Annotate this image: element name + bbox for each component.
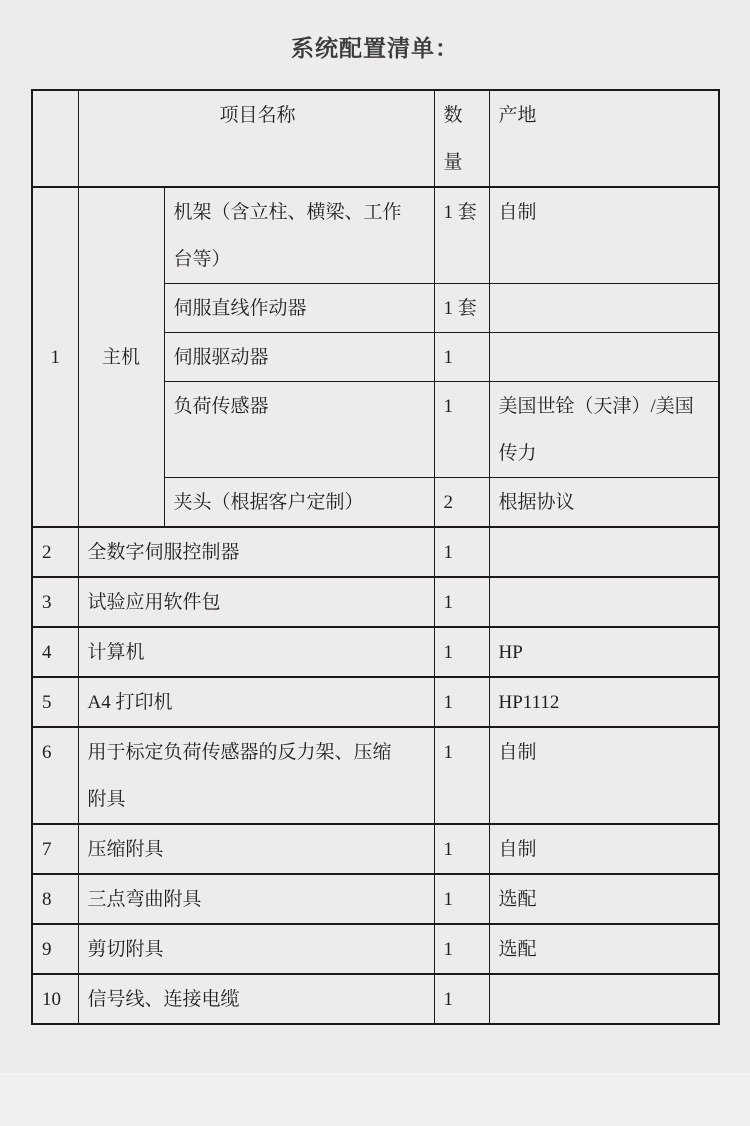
quantity-cell: 1 xyxy=(434,677,489,727)
table-row xyxy=(32,824,719,874)
row-index: 3 xyxy=(32,577,78,627)
quantity-cell: 1 xyxy=(434,824,489,874)
header-origin: 产地 xyxy=(489,90,719,187)
page-footer-band xyxy=(0,1073,750,1126)
table-row xyxy=(32,924,719,974)
quantity-cell: 1 套 xyxy=(434,284,489,333)
page-title: 系统配置清单： xyxy=(291,36,459,62)
header-item-name: 项目名称 xyxy=(78,90,434,187)
item-name-cell: 剪切附具 xyxy=(78,924,434,974)
quantity-cell: 1 套 xyxy=(434,187,489,284)
row-index: 10 xyxy=(32,974,78,1024)
item-name-cell: 计算机 xyxy=(78,627,434,677)
item-name-cell: 三点弯曲附具 xyxy=(78,874,434,924)
item-name-cell: 机架（含立柱、横梁、工作台等） xyxy=(164,187,434,284)
origin-cell: 自制 xyxy=(489,727,719,824)
quantity-cell: 2 xyxy=(434,478,489,528)
table-row xyxy=(32,677,719,727)
row-index: 7 xyxy=(32,824,78,874)
header-row xyxy=(32,90,719,187)
quantity-cell: 1 xyxy=(434,874,489,924)
quantity-cell: 1 xyxy=(434,727,489,824)
item-name-cell: 信号线、连接电缆 xyxy=(78,974,434,1024)
table-row xyxy=(32,874,719,924)
item-name-cell: 伺服直线作动器 xyxy=(164,284,434,333)
table-row xyxy=(32,577,719,627)
item-name-cell: 压缩附具 xyxy=(78,824,434,874)
item-name-cell: 负荷传感器 xyxy=(164,382,434,478)
origin-cell: 自制 xyxy=(489,824,719,874)
row-index: 9 xyxy=(32,924,78,974)
table-row xyxy=(32,187,719,284)
origin-cell xyxy=(489,333,719,382)
item-name-cell: 夹头（根据客户定制） xyxy=(164,478,434,528)
item-name-cell: 用于标定负荷传感器的反力架、压缩附具 xyxy=(78,727,434,824)
table-row xyxy=(32,974,719,1024)
table-row xyxy=(32,527,719,577)
origin-cell: 选配 xyxy=(489,874,719,924)
row-index: 2 xyxy=(32,527,78,577)
item-name-cell: A4 打印机 xyxy=(78,677,434,727)
origin-cell xyxy=(489,974,719,1024)
origin-cell xyxy=(489,527,719,577)
origin-cell xyxy=(489,284,719,333)
quantity-cell: 1 xyxy=(434,627,489,677)
row-index: 5 xyxy=(32,677,78,727)
origin-cell: 美国世铨（天津）/美国传力 xyxy=(489,382,719,478)
row-index: 8 xyxy=(32,874,78,924)
quantity-cell: 1 xyxy=(434,333,489,382)
row-index: 6 xyxy=(32,727,78,824)
row-index: 1 xyxy=(32,187,78,527)
origin-cell: 自制 xyxy=(489,187,719,284)
row-index: 4 xyxy=(32,627,78,677)
quantity-cell: 1 xyxy=(434,382,489,478)
origin-cell xyxy=(489,577,719,627)
quantity-cell: 1 xyxy=(434,974,489,1024)
quantity-cell: 1 xyxy=(434,924,489,974)
origin-cell: 根据协议 xyxy=(489,478,719,528)
group-label: 主机 xyxy=(78,187,164,527)
quantity-cell: 1 xyxy=(434,577,489,627)
table-row xyxy=(32,727,719,824)
origin-cell: 选配 xyxy=(489,924,719,974)
header-quantity xyxy=(434,90,489,187)
item-name-cell: 全数字伺服控制器 xyxy=(78,527,434,577)
origin-cell: HP xyxy=(489,627,719,677)
table-row xyxy=(32,627,719,677)
config-table xyxy=(31,89,720,1025)
item-name-cell: 试验应用软件包 xyxy=(78,577,434,627)
item-name-cell: 伺服驱动器 xyxy=(164,333,434,382)
origin-cell: HP1112 xyxy=(489,677,719,727)
header-index xyxy=(32,90,78,187)
quantity-cell: 1 xyxy=(434,527,489,577)
header-quantity-label: 数量 xyxy=(443,105,463,173)
